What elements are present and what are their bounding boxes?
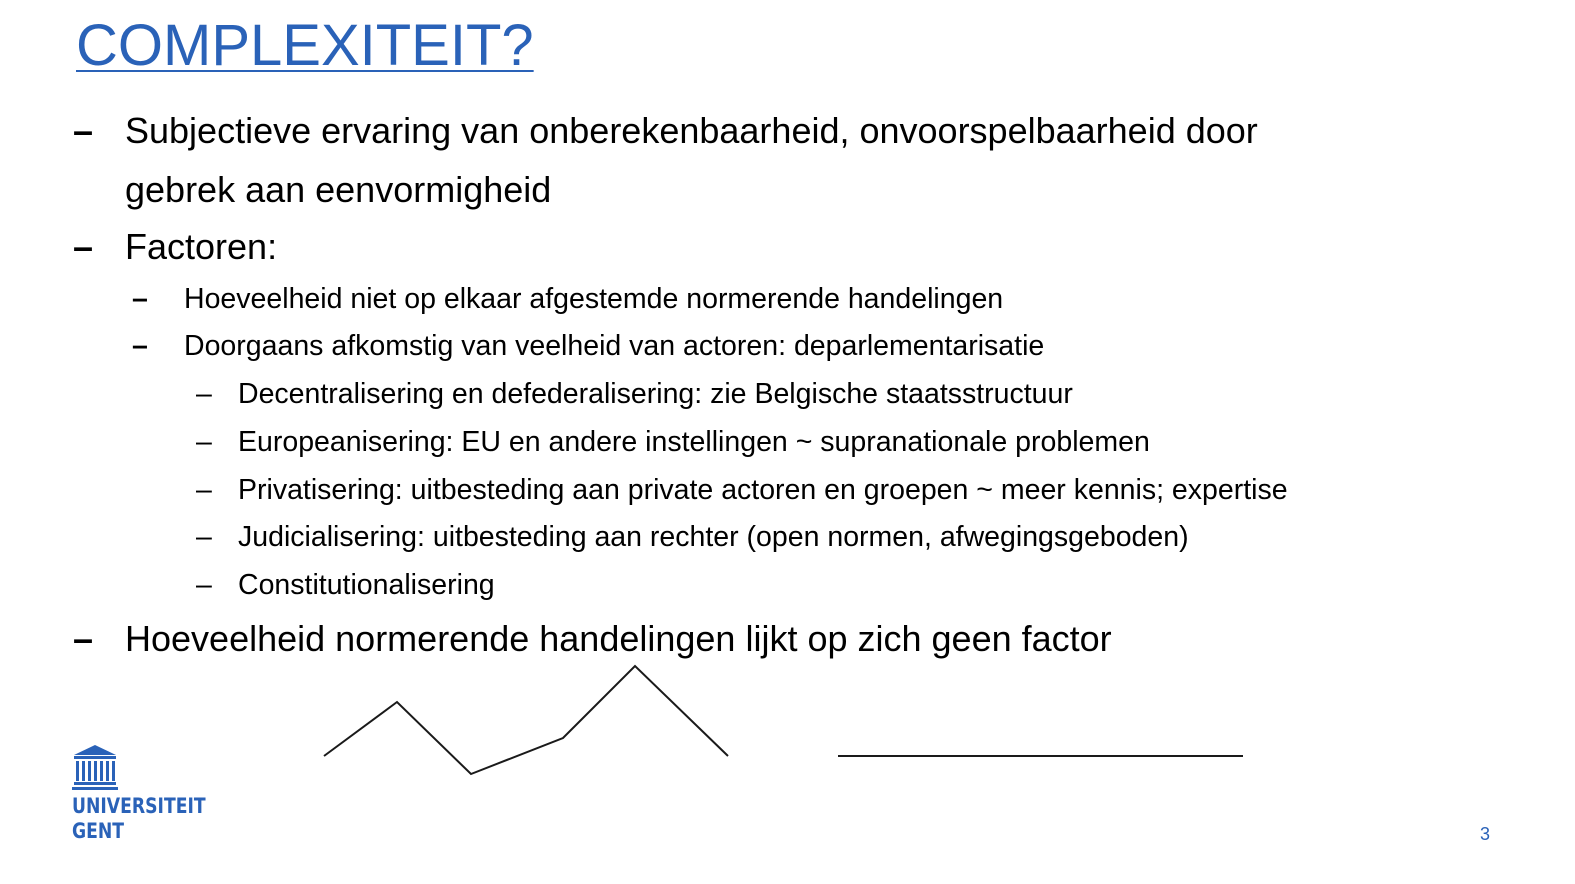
bullet-text: Subjectieve ervaring van onberekenbaarheid, onvoorspelbaarheid door bbox=[125, 110, 1258, 151]
bullet-text: Judicialisering: uitbesteding aan rechter (open normen, afwegingsgeboden) bbox=[238, 521, 1189, 553]
bullet-dash: – bbox=[196, 569, 212, 601]
bullet-text: Privatisering: uitbesteding aan private actoren en groepen ~ meer kennis; expertise bbox=[238, 474, 1288, 506]
bullet-dash: – bbox=[196, 474, 212, 506]
bullet-dash: – bbox=[73, 110, 94, 151]
bullet-dash: – bbox=[196, 426, 212, 458]
bullet-dash: – bbox=[196, 521, 212, 553]
bullet-subjectieve-ervaring-continuation: gebrek aan eenvormigheid bbox=[125, 169, 552, 210]
page-number: 3 bbox=[1480, 824, 1491, 844]
building-columns-icon bbox=[72, 744, 118, 790]
bullet-text: Europeanisering: EU en andere instellingen ~ supranationale problemen bbox=[238, 426, 1150, 458]
bullet-text: Hoeveelheid niet op elkaar afgestemde normerende handelingen bbox=[184, 283, 1004, 315]
bullet-dash: – bbox=[132, 283, 148, 315]
zigzag-line bbox=[324, 666, 728, 774]
bullet-text: Factoren: bbox=[125, 226, 278, 267]
bullet-dash: – bbox=[73, 226, 94, 267]
bullet-dash: – bbox=[73, 618, 94, 659]
logo-line-2: GENT bbox=[72, 819, 125, 843]
universiteit-gent-logo bbox=[72, 744, 212, 844]
bullet-dash: – bbox=[132, 330, 148, 362]
slide-title: COMPLEXITEIT? bbox=[76, 13, 534, 78]
bullet-dash: – bbox=[196, 378, 212, 410]
bullet-text: Constitutionalisering bbox=[238, 569, 495, 601]
bullet-text: Hoeveelheid normerende handelingen lijkt op zich geen factor bbox=[125, 618, 1112, 659]
bullet-text: Decentralisering en defederalisering: zie Belgische staatsstructuur bbox=[238, 378, 1073, 410]
bullet-text: Doorgaans afkomstig van veelheid van actoren: deparlementarisatie bbox=[184, 330, 1045, 362]
logo-text bbox=[72, 794, 206, 844]
logo-line-1: UNIVERSITEIT bbox=[72, 794, 206, 818]
